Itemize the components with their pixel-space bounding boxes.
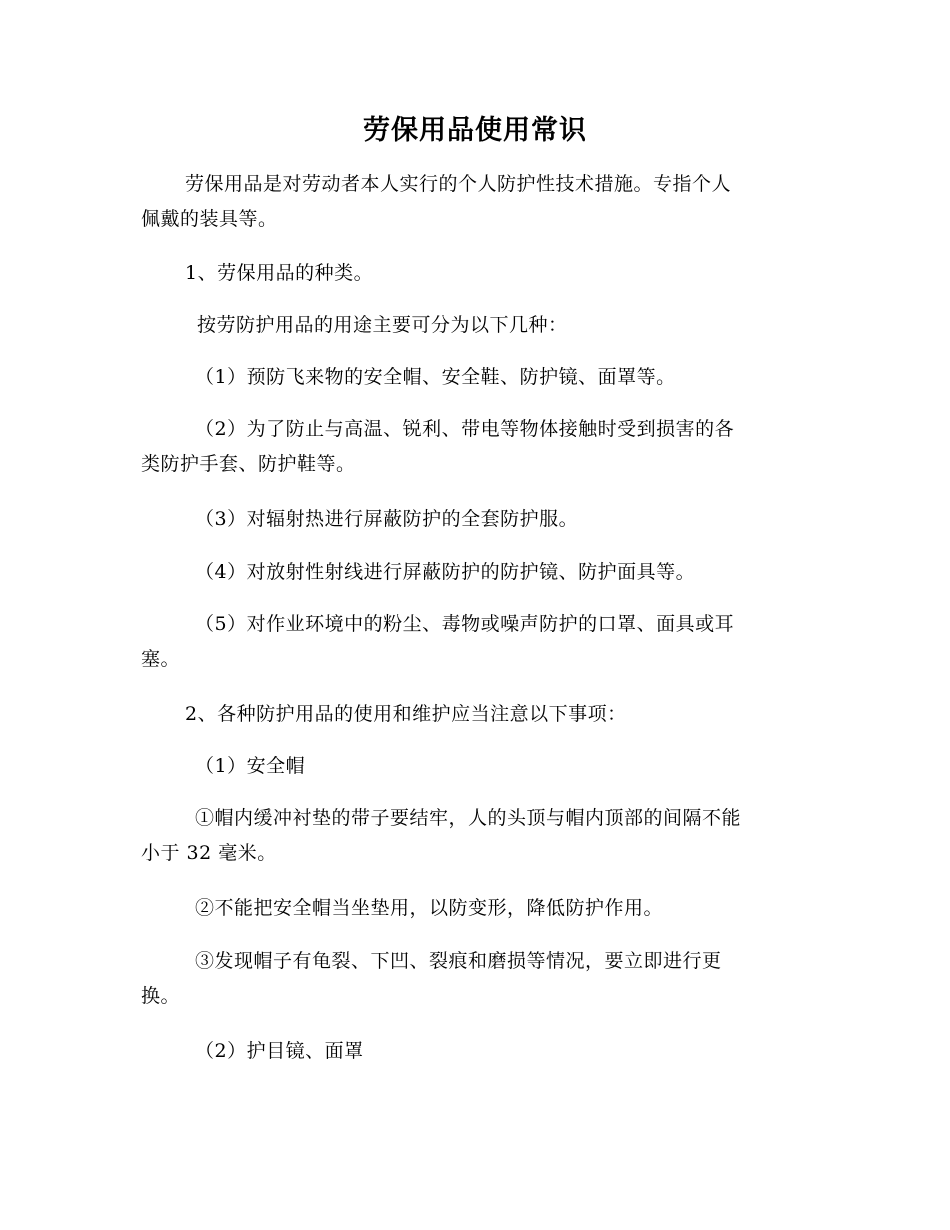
paragraph-line: （4）对放射性射线进行屏蔽防护的防护镜、防护面具等。 xyxy=(195,561,696,583)
paragraph-line: 劳保用品是对劳动者本人实行的个人防护性技术措施。专指个人 xyxy=(185,173,732,195)
paragraph-line: ①帽内缓冲衬垫的带子要结牢，人的头顶与帽内顶部的间隔不能 xyxy=(195,807,742,829)
subsection-helmet xyxy=(141,749,809,784)
list-item-1 xyxy=(141,360,809,395)
paragraph-line: （1）安全帽 xyxy=(195,755,306,777)
paragraph-line: 2、各种防护用品的使用和维护应当注意以下事项： xyxy=(185,703,627,725)
paragraph-line: 按劳防护用品的用途主要可分为以下几种： xyxy=(197,314,568,336)
paragraph-classification xyxy=(141,308,809,343)
section-heading-types xyxy=(141,256,809,291)
helmet-item-2 xyxy=(141,891,809,926)
paragraph-line: ③发现帽子有龟裂、下凹、裂痕和磨损等情况，要立即进行更 xyxy=(195,950,722,972)
list-item-3 xyxy=(141,502,809,537)
paragraph-line: （3）对辐射热进行屏蔽防护的全套防护服。 xyxy=(195,508,579,530)
list-item-2 xyxy=(141,412,809,482)
paragraph-intro xyxy=(141,167,809,237)
subsection-goggles xyxy=(141,1034,809,1069)
paragraph-line: 佩戴的装具等。 xyxy=(141,208,278,230)
paragraph-line: 小于 32 毫米。 xyxy=(141,842,277,864)
paragraph-line: 类防护手套、防护鞋等。 xyxy=(141,453,356,475)
document-title: 劳保用品使用常识 xyxy=(363,115,587,146)
helmet-item-1 xyxy=(141,801,809,871)
paragraph-line: （2）护目镜、面罩 xyxy=(195,1040,364,1062)
helmet-item-3 xyxy=(141,944,809,1014)
paragraph-line: ②不能把安全帽当坐垫用，以防变形，降低防护作用。 xyxy=(195,897,664,919)
paragraph-line: （2）为了防止与高温、锐利、带电等物体接触时受到损害的各 xyxy=(195,418,735,440)
paragraph-line: 塞。 xyxy=(141,648,181,670)
section-heading-usage xyxy=(141,697,809,732)
paragraph-line: 1、劳保用品的种类。 xyxy=(185,262,374,284)
list-item-5 xyxy=(141,607,809,677)
paragraph-line: （1）预防飞来物的安全帽、安全鞋、防护镜、面罩等。 xyxy=(195,366,676,388)
paragraph-line: 换。 xyxy=(141,985,181,1007)
list-item-4 xyxy=(141,555,809,590)
paragraph-line: （5）对作业环境中的粉尘、毒物或噪声防护的口罩、面具或耳 xyxy=(195,613,735,635)
